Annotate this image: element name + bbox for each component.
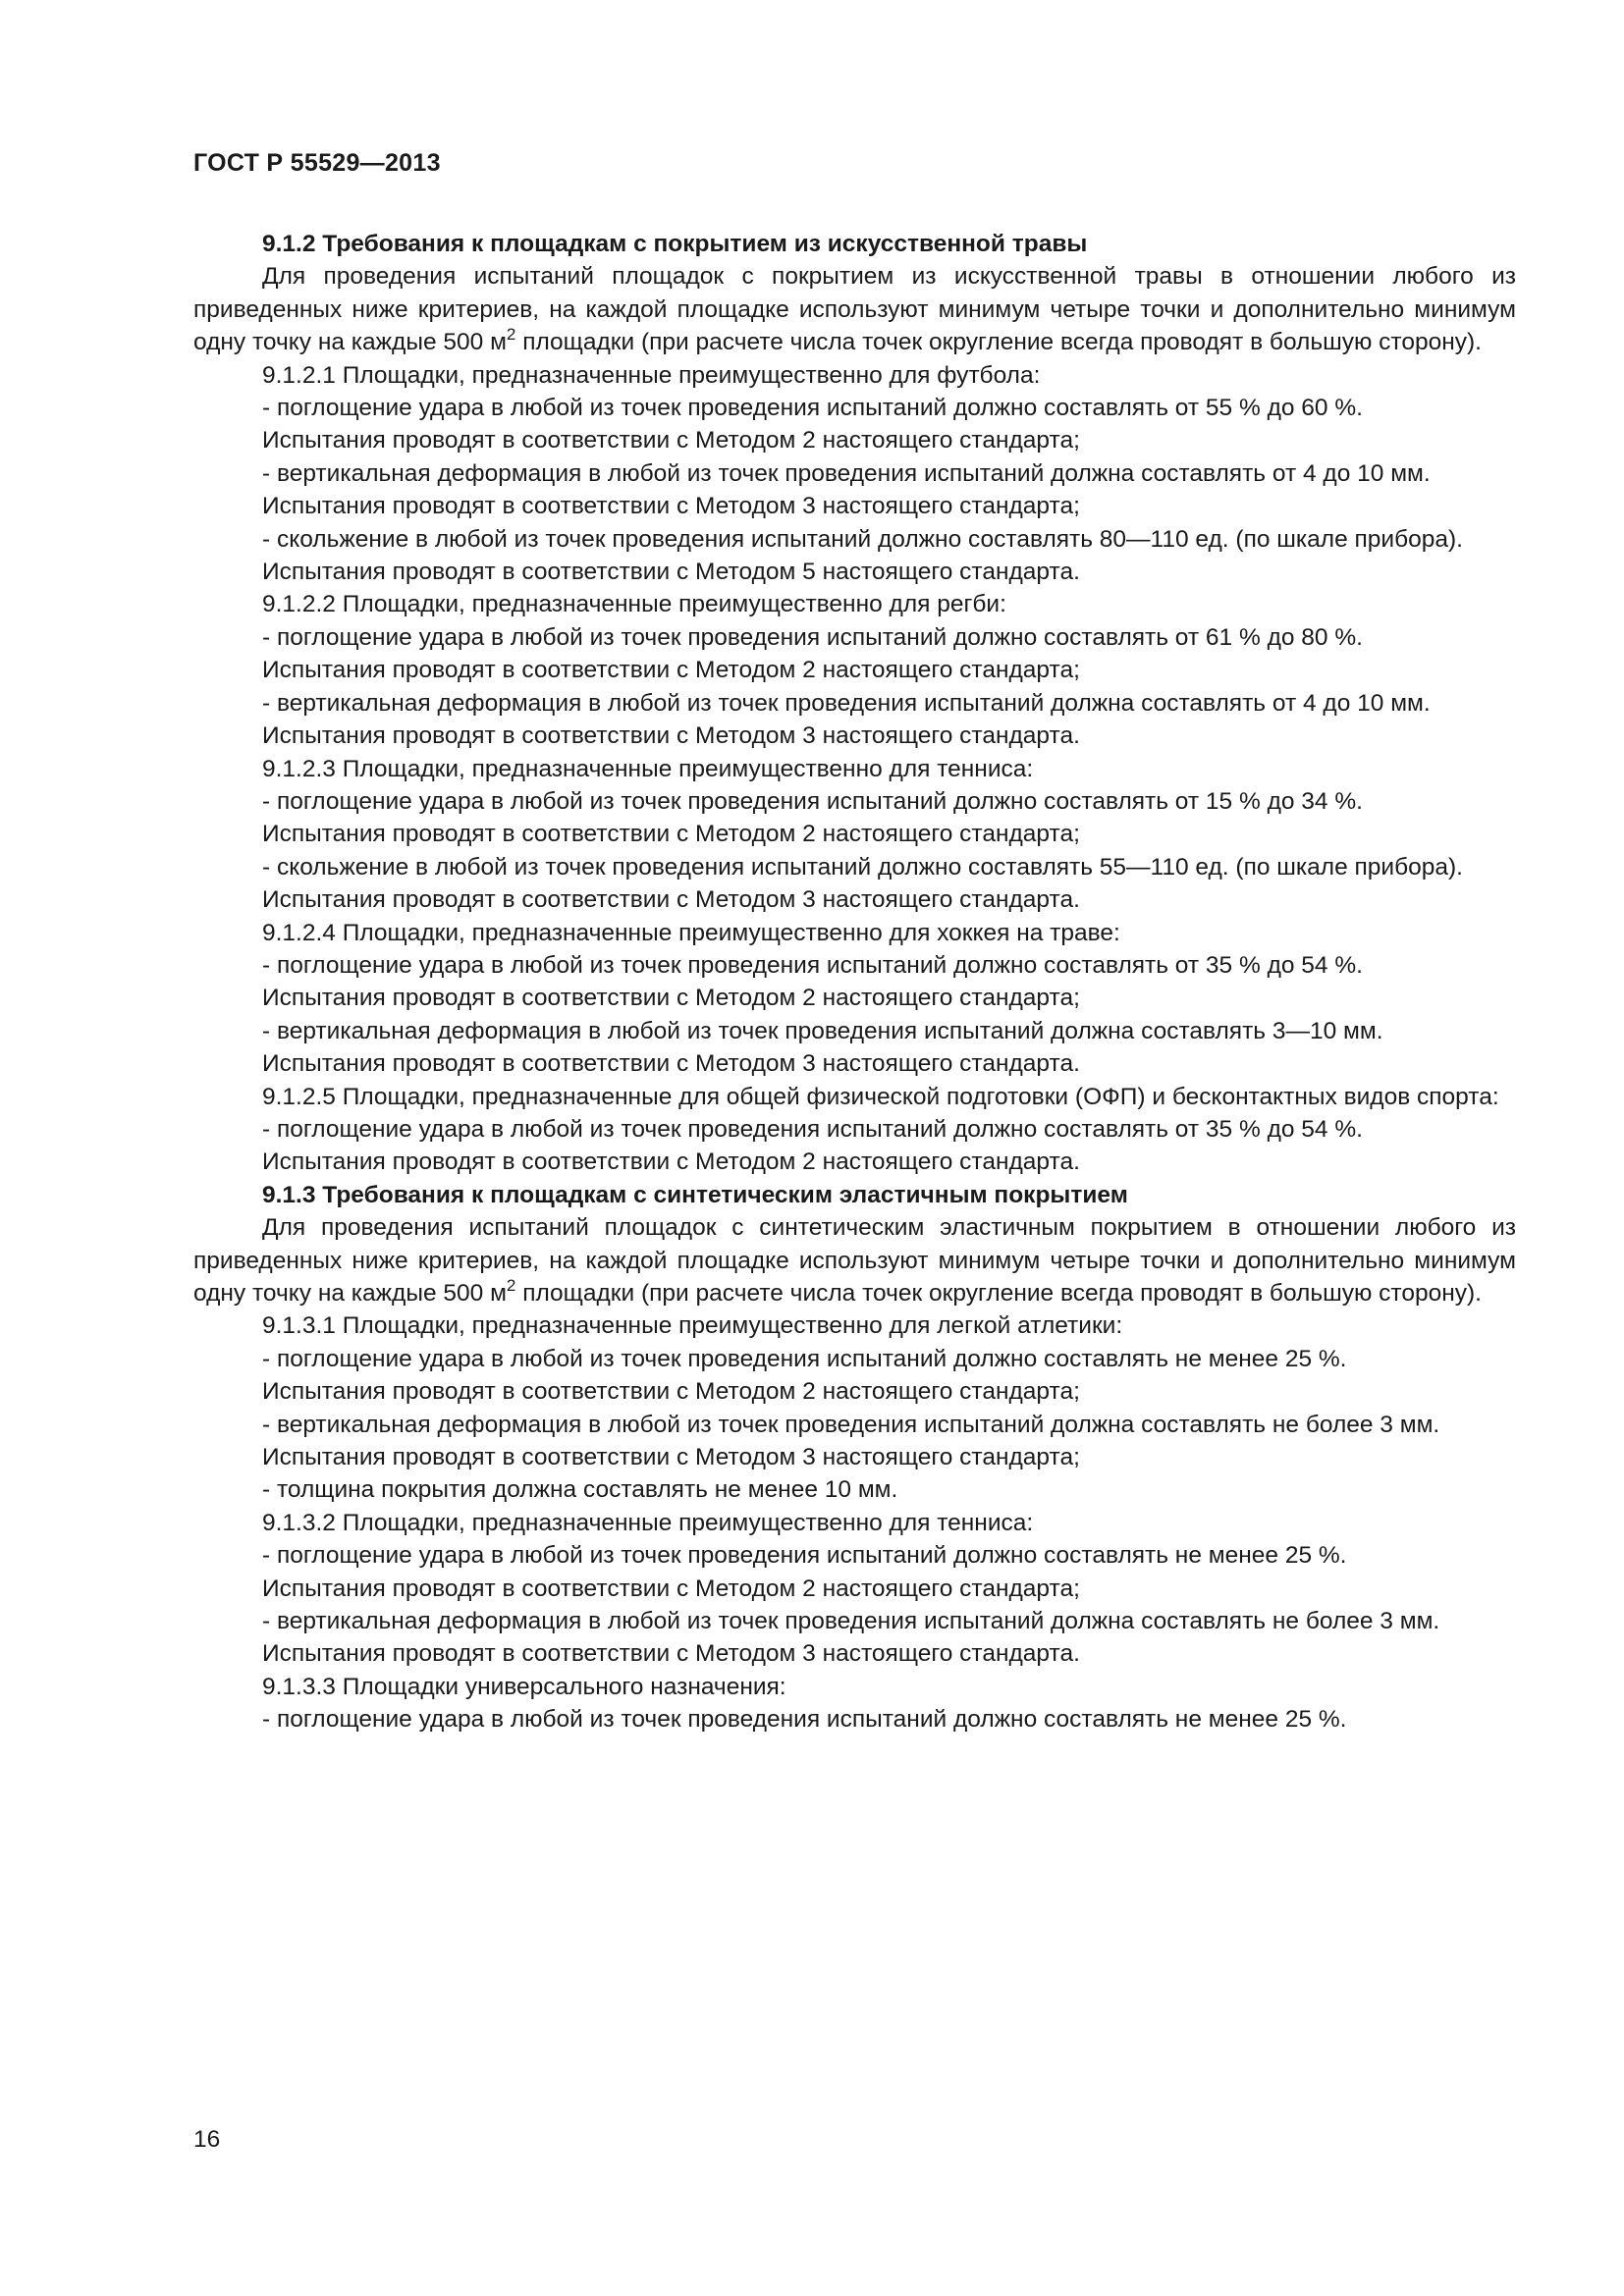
subsection-title: 9.1.2.1 Площадки, предназначенные преимущественно для футбола: [262,361,1041,389]
requirement-item: - поглощение удара в любой из точек проведения испытаний должно составлять от 61 % до 80 %. [262,623,1363,651]
subsection-title: 9.1.2.2 Площадки, предназначенные преимущественно для регби: [262,591,1006,618]
requirement-item: - толщина покрытия должна составлять не менее 10 мм. [262,1476,898,1504]
subsection-title: 9.1.2.5 Площадки, предназначенные для общей физической подготовки (ОФП) и бесконтактных видов спорта: [262,1083,1499,1110]
requirement-item: - поглощение удара в любой из точек проведения испытаний должно составлять не менее 25 %. [262,1706,1347,1734]
method-reference: Испытания проводят в соответствии с Методом 2 настоящего стандарта; [262,985,1080,1012]
method-reference: Испытания проводят в соответствии с Методом 3 настоящего стандарта; [262,1444,1080,1471]
superscript: 2 [506,325,516,345]
section-heading: 9.1.2 Требования к площадкам с покрытием из искусственной травы [262,231,1088,257]
method-reference: Испытания проводят в соответствии с Методом 2 настоящего стандарта; [262,657,1080,684]
paragraph-text: площадки (при расчете числа точек округление всегда проводят в большую сторону). [515,329,1482,356]
method-reference: Испытания проводят в соответствии с Методом 3 настоящего стандарта. [262,722,1080,750]
requirement-item: - вертикальная деформация в любой из точек проведения испытаний должна составлять не более 3 мм. [262,1608,1440,1635]
requirement-item: - поглощение удара в любой из точек проведения испытаний должно составлять от 15 % до 34 %. [262,787,1363,815]
method-reference: Испытания проводят в соответствии с Методом 3 настоящего стандарта; [262,493,1080,520]
paragraph [193,260,1516,358]
requirement-item: - вертикальная деформация в любой из точек проведения испытаний должна составлять от 4 до 10 мм. [262,459,1431,487]
method-reference: Испытания проводят в соответствии с Методом 2 настоящего стандарта; [262,1575,1080,1602]
subsection-title: 9.1.3.2 Площадки, предназначенные преимущественно для тенниса: [262,1509,1034,1536]
section-heading: 9.1.3 Требования к площадкам с синтетическим эластичным покрытием [262,1181,1128,1208]
paragraph [193,1211,1516,1309]
method-reference: Испытания проводят в соответствии с Методом 2 настоящего стандарта. [262,1148,1080,1176]
requirement-item: - поглощение удара в любой из точек проведения испытаний должно составлять от 35 % до 54 %. [262,951,1363,979]
requirement-item: - вертикальная деформация в любой из точек проведения испытаний должна составлять 3—10 мм. [262,1017,1383,1044]
paragraph-text: площадки (при расчете числа точек округление всегда проводят в большую сторону). [515,1280,1482,1307]
method-reference: Испытания проводят в соответствии с Методом 2 настоящего стандарта; [262,427,1080,454]
requirement-item: - поглощение удара в любой из точек проведения испытаний должно составлять от 55 % до 60 %. [262,395,1363,422]
method-reference: Испытания проводят в соответствии с Методом 3 настоящего стандарта. [262,886,1080,914]
method-reference: Испытания проводят в соответствии с Методом 3 настоящего стандарта. [262,1050,1080,1078]
requirement-item: - поглощение удара в любой из точек проведения испытаний должно составлять не менее 25 %. [262,1542,1347,1570]
superscript: 2 [506,1275,516,1295]
document-body [193,228,1516,1736]
paragraph-text: Для проведения испытаний площадок с покрытием из искусственной травы в отношении любого из приведенных ниже критериев, на каждой площадке используют минимум четыре точки и дополнительно минимум одну точку на каждые 500 м [193,263,1516,356]
requirement-item: - поглощение удара в любой из точек проведения испытаний должно составлять не менее 25 %. [262,1345,1347,1372]
subsection-title: 9.1.3.1 Площадки, предназначенные преимущественно для легкой атлетики: [262,1312,1123,1340]
requirement-item: - вертикальная деформация в любой из точек проведения испытаний должна составлять не более 3 мм. [262,1411,1440,1438]
document-code: ГОСТ Р 55529—2013 [193,149,441,177]
paragraph-text: Для проведения испытаний площадок с синтетическим эластичным покрытием в отношении любого из приведенных ниже критериев, на каждой площадке используют минимум четыре точки и дополнительно минимум одну точку на каждые 500 м [193,1214,1516,1307]
method-reference: Испытания проводят в соответствии с Методом 2 настоящего стандарта; [262,1378,1080,1406]
requirement-item: - скольжение в любой из точек проведения испытаний должно составлять 55—110 ед. (по шкале прибора). [262,853,1463,881]
subsection-title: 9.1.2.4 Площадки, предназначенные преимущественно для хоккея на траве: [262,919,1120,946]
requirement-item: - поглощение удара в любой из точек проведения испытаний должно составлять от 35 % до 54 %. [262,1115,1363,1143]
page-number: 16 [193,2126,221,2153]
method-reference: Испытания проводят в соответствии с Методом 3 настоящего стандарта. [262,1640,1080,1668]
requirement-item: - скольжение в любой из точек проведения испытаний должно составлять 80—110 ед. (по шкале прибора). [262,525,1463,553]
method-reference: Испытания проводят в соответствии с Методом 2 настоящего стандарта; [262,821,1080,848]
subsection-title: 9.1.3.3 Площадки универсального назначения: [262,1673,786,1700]
requirement-item: - вертикальная деформация в любой из точек проведения испытаний должна составлять от 4 до 10 мм. [262,689,1431,717]
subsection-title: 9.1.2.3 Площадки, предназначенные преимущественно для тенниса: [262,755,1034,782]
method-reference: Испытания проводят в соответствии с Методом 5 настоящего стандарта. [262,559,1080,586]
